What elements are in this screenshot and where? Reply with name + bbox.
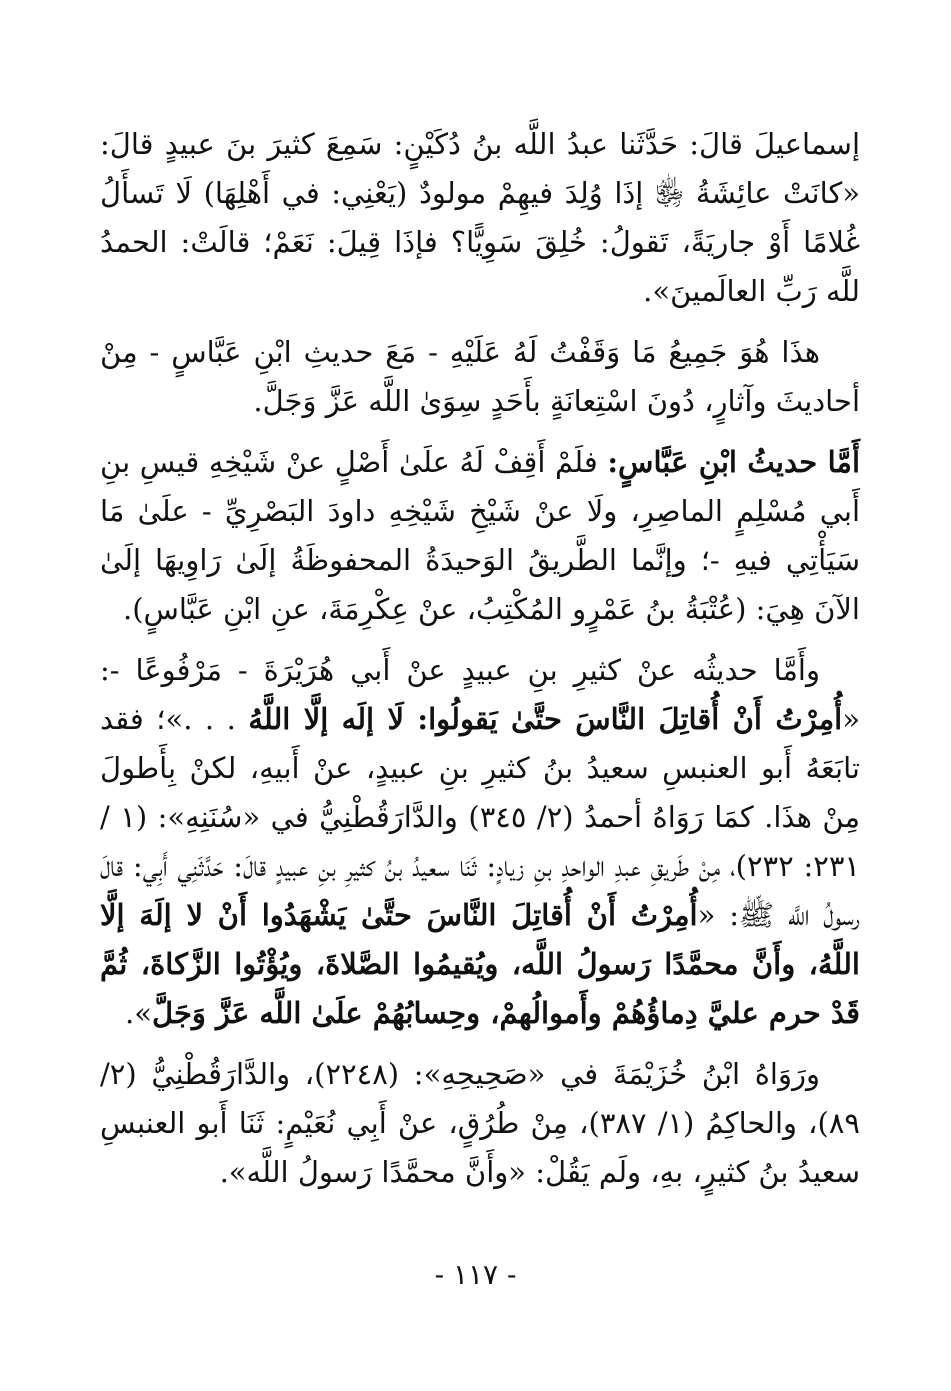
paragraph-4-end: ». bbox=[125, 996, 153, 1030]
section-heading: أَمَّا حديثُ ابْنِ عَبَّاسٍ: bbox=[607, 445, 860, 479]
document-body bbox=[100, 120, 860, 1209]
page-number: - ١١٧ - bbox=[434, 1258, 517, 1291]
paragraph-5: ورَوَاهُ ابْنُ خُزَيْمَةَ في «صَحِيحِهِ»: (٢٢٤٨)، والدَّارَقُطْنِيُّ (٢/ ٨٩)، والحاكِمُ (١/ ٣٨٧)، مِنْ طُرُقٍ، عنْ أَبِي نُعَيْمٍ: ثَنَا أَبو العنبسِ سعيدُ بنُ كثيرٍ، بهِ، ولَم يَقُلْ: «وأَنَّ محمَّدًا رَسولُ اللَّه». bbox=[100, 1057, 860, 1189]
hadith-text-1: أُمِرْتُ أَنْ أُقاتِلَ النَّاسَ حتَّىٰ يَقولُوا: لَا إلَه إلَّا اللَّهُ bbox=[248, 702, 843, 736]
paragraph-2: هذَا هُوَ جَمِيعُ مَا وَقَفْتُ لَهُ عَلَيْهِ - مَعَ حديثِ ابْنِ عَبَّاسٍ - مِنْ أحاديثَ وآثارٍ، دُونَ اسْتِعانَةٍ بأَحَدٍ سِوَىٰ اللَّه عَزَّ وَجَلَّ. bbox=[100, 335, 860, 418]
paragraph-1: إسماعيلَ قالَ: حَدَّثَنا عبدُ اللَّه بنُ دُكَيْنٍ: سَمِعَ كثيرَ بنَ عبيدٍ قالَ: «كانَتْ عائِشَةُ ﵂ إذَا وُلِدَ فيهِمْ مولودٌ (يَعْنِي: في أَهْلِهَا) لَا تَسأَلُ غُلامًا أَوْ جاريَةً، تَقولُ: خُلِقَ سَوِيًّا؟ فإذَا قِيلَ: نَعَمْ؛ قالَتْ: الحمدُ للَّه رَبِّ العالَمينَ». bbox=[100, 127, 860, 308]
hadith-text-2: أُمِرْتُ أَنْ أُقاتِلَ النَّاسَ حتَّىٰ يَشْهَدُوا أَنْ لا إلَهَ إلَّا اللَّهُ، وأَنَّ محمَّدًا رَسولُ اللَّه، ويُقيمُوا الصَّلاةَ، ويُؤْتُوا الزَّكاةَ، ثُمَّ قَدْ حرم عليَّ دِماؤُهُمْ وأَموالُهمْ، وحِسابُهُمْ علَىٰ اللَّه عَزَّ وَجَلَّ bbox=[100, 898, 860, 1030]
paragraph-3 bbox=[100, 438, 860, 634]
paragraph-4-middle: . . .»؛ فقد تابَعَهُ أَبو العنبسِ سعيدُ بنُ كثيرِ بنِ عبيدٍ، عنْ أَبيهِ، لكنْ بِأَطولَ مِنْ هذَا. كمَا رَوَاهُ أحمدُ (٢/ ٣٤٥) والدَّارَقُطْنِيُّ في «سُنَنِهِ»: (١ /٢٣١: ٢٣٢)، مِنْ طَريقِ عبدِ الواحدِ بنِ زيادٍ: ثَنَا سعيدُ بنُ كثيرِ بنِ عبيدٍ قالَ: حَدَّثَنِي أَبِي: قالَ رسولُ اللَّه ﷺ: « bbox=[100, 702, 860, 932]
paragraph-4-intro: وأَمَّا حديثُه عنْ كثيرِ بنِ عبيدٍ عنْ أَبي هُرَيْرَةَ - مَرْفُوعًا -: « bbox=[100, 653, 860, 736]
paragraph-3-text: فلَمْ أَقِفْ لَهُ علَىٰ أَصْلٍ عنْ شَيْخِهِ قيسِ بنِ أَبي مُسْلِمٍ الماصِرِ، ولَا عنْ شَيْخِ شَيْخِهِ داودَ البَصْرِيِّ - علَىٰ مَا سَيَأْتِي فيهِ -؛ وإنَّما الطَّريقُ الوَحيدَةُ المحفوظَةُ إلَىٰ رَاوِيهَا إلَىٰ الآنَ هِيَ: (عُتْبَةُ بنُ عَمْرٍو المُكْتِبُ، عنْ عِكْرِمَةَ، عنِ ابْنِ عَبَّاسٍ). bbox=[100, 445, 860, 626]
paragraph-4 bbox=[100, 646, 860, 1038]
